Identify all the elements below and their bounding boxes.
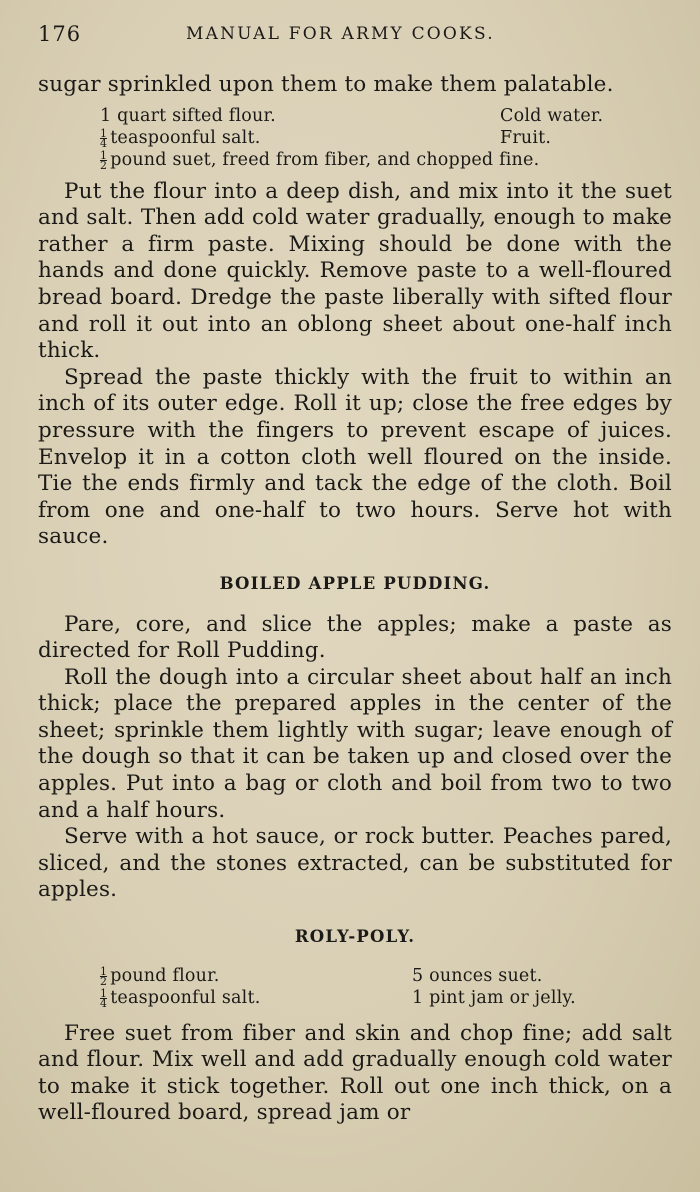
- roly-poly-ingredients: [100, 965, 672, 1009]
- ingredient-right: Cold water.: [500, 105, 604, 126]
- ingredient-left: $\frac{1}{2}$ pound suet, freed from fiber, and chopped fine.: [100, 148, 540, 172]
- paragraph: Pare, core, and slice the apples; make a paste as directed for Roll Pudding.: [38, 611, 672, 664]
- paragraph: Serve with a hot sauce, or rock butter. Peaches pared, sliced, and the stones extracted, can be substituted for apples.: [38, 824, 672, 903]
- ingredient-right: Fruit.: [500, 127, 552, 148]
- roll-pudding-ingredients: [100, 105, 672, 171]
- paragraph: Free suet from fiber and skin and chop fine; add salt and flour. Mix well and add gradually enough cold water to make it stick together. Roll out one inch thick, on a well-floured board, spread jam or: [38, 1020, 672, 1126]
- paragraph: Put the flour into a deep dish, and mix into it the suet and salt. Then add cold water gradually, enough to make rather a firm paste. Mixing should be done with the hands and done quickly. Remove paste to a well-floured bread board. Dredge the paste liberally with sifted flour and roll it out into an oblong sheet about one-half inch thick.: [38, 178, 672, 364]
- running-head: MANUAL FOR ARMY COOKS.: [186, 24, 495, 44]
- ingredient-row: [100, 149, 620, 171]
- ingredient-left: $\frac{1}{4}$ teaspoonful salt.: [100, 126, 261, 150]
- fraction-one-half: $\frac{1}{2}$: [100, 148, 108, 172]
- ingredient-row: [100, 105, 620, 127]
- ingredient-left: $\frac{1}{4}$ teaspoonful salt.: [100, 986, 261, 1010]
- ingredient-row: [100, 965, 605, 987]
- ingredient-left: 1 quart sifted flour.: [100, 105, 276, 126]
- continued-paragraph: sugar sprinkled upon them to make them palatable.: [38, 72, 614, 97]
- page-header: [38, 22, 678, 52]
- page-body: [38, 72, 672, 1127]
- ingredient-right: 5 ounces suet.: [412, 965, 543, 986]
- ingredient-left: $\frac{1}{2}$ pound flour.: [100, 964, 220, 988]
- fraction-one-quarter: $\frac{1}{4}$: [100, 986, 108, 1010]
- section-heading: BOILED APPLE PUDDING.: [219, 573, 491, 593]
- paragraph: Spread the paste thickly with the fruit to within an inch of its outer edge. Roll it up; close the free edges by pressure with the fingers to prevent escape of juices. Envelop it in a cotton cloth well floured on the inside. Tie the ends firmly and tack the edge of the cloth. Boil from one and one-half to two hours. Serve hot with sauce.: [38, 364, 672, 550]
- paragraph: Roll the dough into a circular sheet about half an inch thick; place the prepared apples in the center of the sheet; sprinkle them lightly with sugar; leave enough of the dough so that it can be taken up and closed over the apples. Put into a bag or cloth and boil from two to two and a half hours.: [38, 664, 672, 823]
- fraction-one-half: $\frac{1}{2}$: [100, 964, 108, 988]
- section-heading: ROLY-POLY.: [294, 927, 416, 947]
- fraction-one-quarter: $\frac{1}{4}$: [100, 126, 108, 150]
- ingredient-row: [100, 127, 620, 149]
- ingredient-right: 1 pint jam or jelly.: [412, 987, 576, 1008]
- page-number: 176: [38, 22, 82, 46]
- ingredient-row: [100, 987, 605, 1009]
